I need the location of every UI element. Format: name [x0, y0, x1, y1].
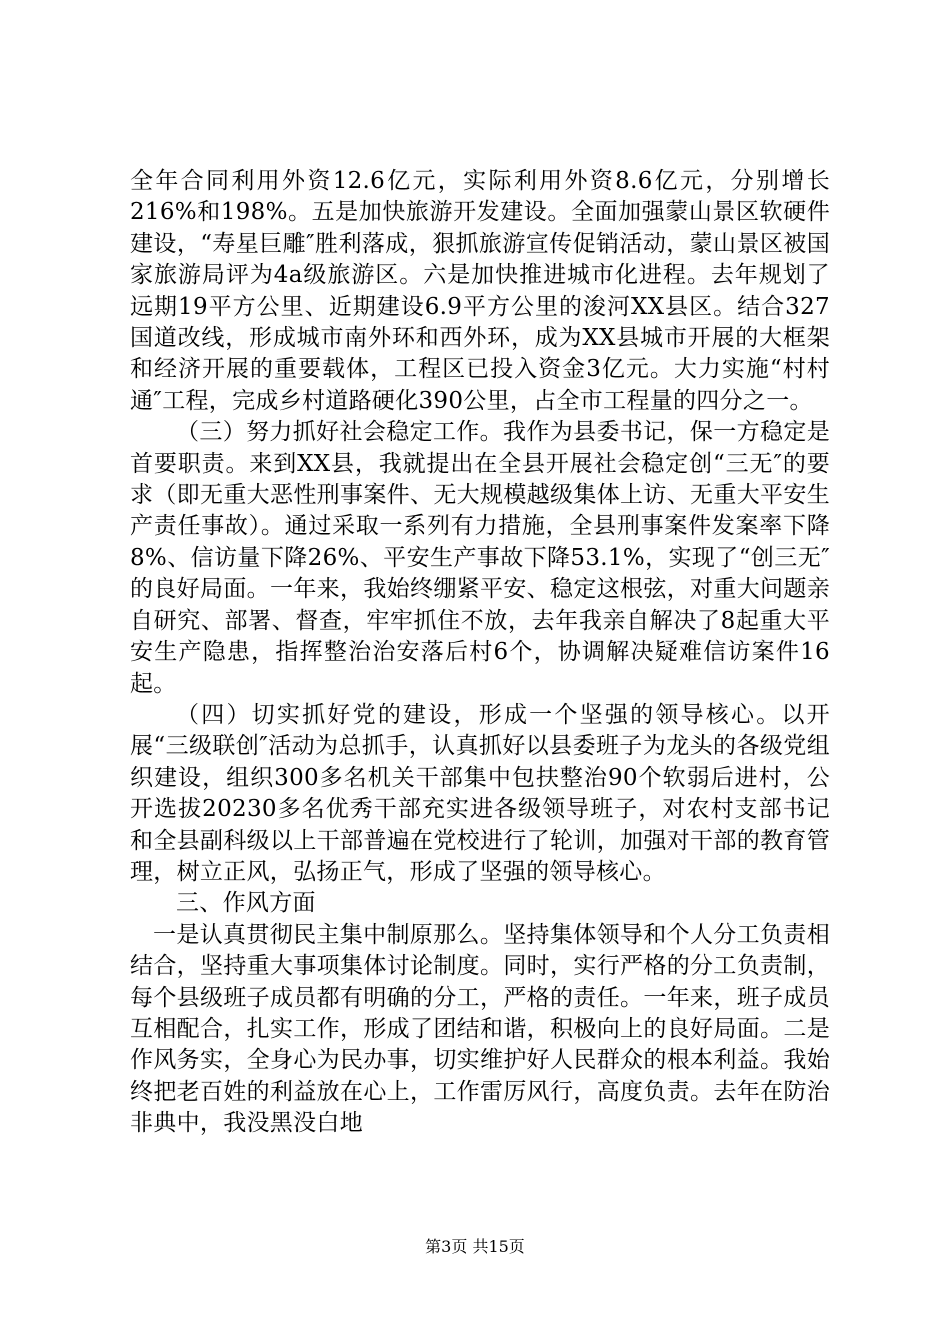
paragraph-continuation: 全年合同利用外资12.6亿元，实际利用外资8.6亿元，分别增长216%和198%。五是加快旅游开发建设。全面加强蒙山景区软硬件建设，“寿星巨雕″胜利落成，狠抓旅游宣传促销活动，蒙山景区被国家旅游局评为4a级旅游区。六是加快推进城市化进程。去年规划了远期19平方公里、近期建设6.9平方公里的浚河XX县区。结合327国道改线，形成城市南外环和西外环，成为XX县城市开展的大框架和经济开展的重要载体，工程区已投入资金3亿元。大力实施“村村通″工程，完成乡村道路硬化390公里，占全市工程量的四分之一。	[130, 168, 830, 414]
document-body	[130, 166, 830, 1140]
paragraph-democratic-centralism: 一是认真贯彻民主集中制原那么。坚持集体领导和个人分工负责相结合，坚持重大事项集体讨论制度。同时，实行严格的分工负责制，每个县级班子成员都有明确的分工，严格的责任。一年来，班子成员互相配合，扎实工作，形成了团结和谐，积极向上的良好局面。二是作风务实，全身心为民办事，切实维护好人民群众的根本利益。我始终把老百姓的利益放在心上，工作雷厉风行，高度负责。去年在防治非典中，我没黑没白地	[130, 921, 830, 1137]
section-heading-work-style: 三、作风方面	[176, 890, 316, 917]
page-footer: 第3页 共15页	[425, 1237, 525, 1256]
paragraph-party-building: （四）切实抓好党的建设，形成一个坚强的领导核心。以开展“三级联创″活动为总抓手，认真抓好以县委班子为龙头的各级党组织建设，组织300多名机关干部集中包扶整治90个软弱后进村，公开选拔20230多名优秀干部充实进各级领导班子，对农村支部书记和全县副科级以上干部普遍在党校进行了轮训，加强对干部的教育管理，树立正风，弘扬正气，形成了坚强的领导核心。	[130, 701, 830, 885]
paragraph-social-stability: （三）努力抓好社会稳定工作。我作为县委书记，保一方稳定是首要职责。来到XX县，我就提出在全县开展社会稳定创“三无″的要求（即无重大恶性刑事案件、无大规模越级集体上访、无重大平安生产责任事故）。通过采取一系列有力措施，全县刑事案件发案率下降8%、信访量下降26%、平安生产事故下降53.1%，实现了“创三无″的良好局面。一年来，我始终绷紧平安、稳定这根弦，对重大问题亲自研究、部署、督查，牢牢抓住不放，去年我亲自解决了8起重大平安生产隐患，指挥整治治安落后村6个，协调解决疑难信访案件16起。	[130, 419, 830, 697]
